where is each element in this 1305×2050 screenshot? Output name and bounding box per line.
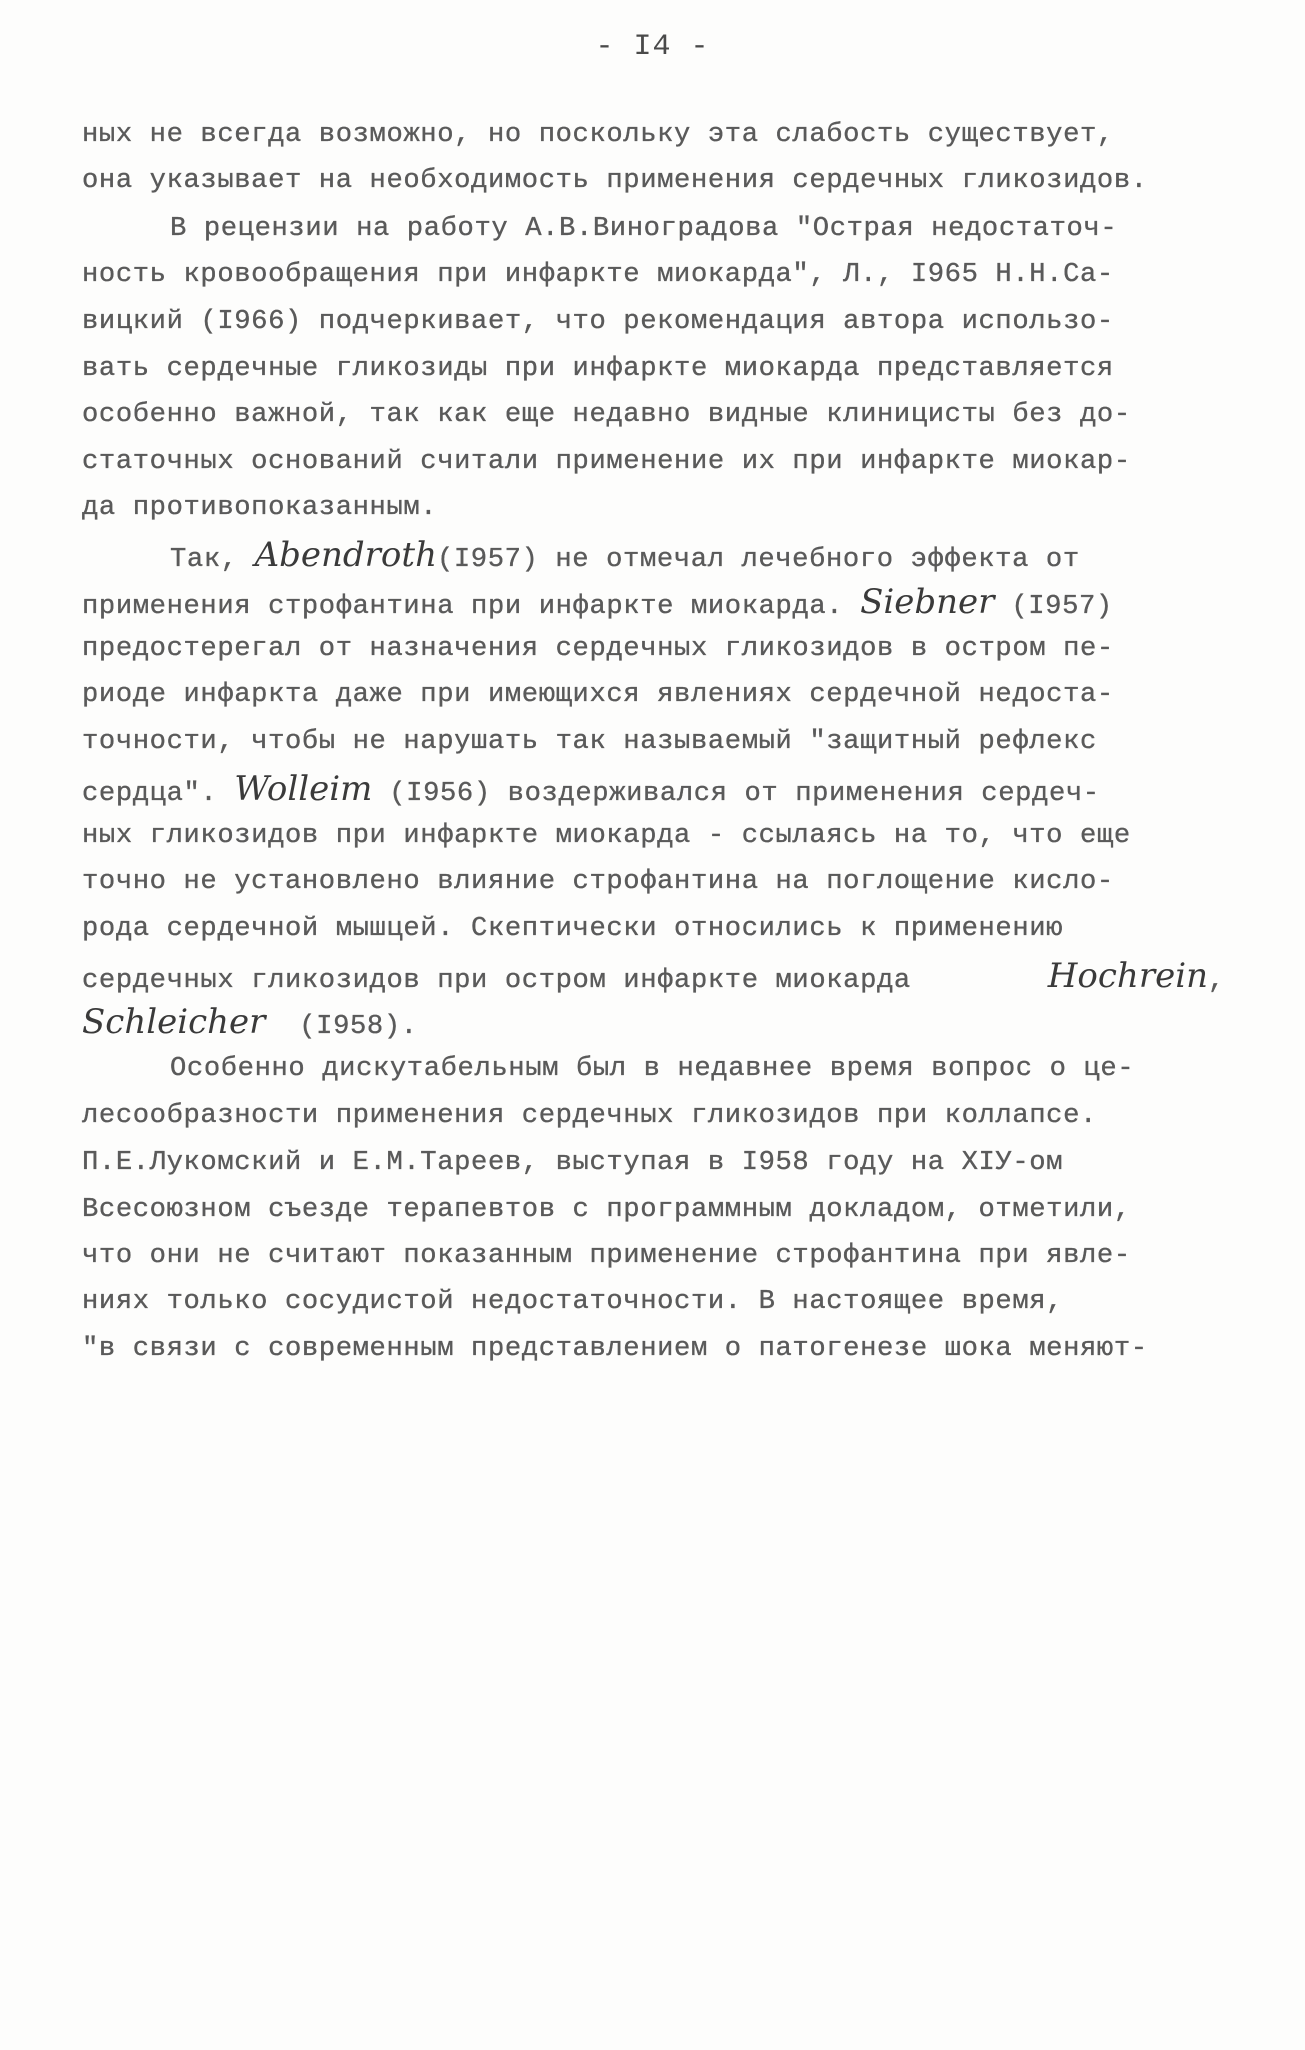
text-fragment: сердечных гликозидов при остром инфаркте миокарда — [82, 965, 928, 996]
text-line: Всесоюзном съезде терапевтов с программным докладом, отметили, — [82, 1194, 1131, 1225]
handwritten-author-name: Hochrein — [1047, 956, 1208, 996]
text-line — [82, 1002, 418, 1044]
text-line: точно не установлено влияние строфантина на поглощение кисло- — [82, 866, 1114, 897]
text-line: что они не считают показанным применение строфантина при явле- — [82, 1240, 1131, 1271]
text-line: "в связи с современным представлением о патогенезе шока меняют- — [82, 1333, 1148, 1364]
handwritten-author-name: Siebner — [860, 582, 995, 622]
text-line: статочных оснований считали применение их при инфаркте миокар- — [82, 446, 1131, 477]
text-line: П.Е.Лукомский и Е.М.Тареев, выступая в I958 году на XIУ-ом — [82, 1147, 1064, 1178]
page-number: - I4 - — [595, 30, 710, 64]
text-line: ных не всегда возможно, но поскольку эта слабость существует, — [82, 119, 1114, 150]
text-line: риоде инфаркта даже при имеющихся явлениях сердечной недоста- — [82, 679, 1114, 710]
text-fragment: (I958). — [265, 1011, 418, 1042]
text-line — [82, 582, 1113, 624]
text-fragment: (I957) не отмечал лечебного эффекта от — [436, 544, 1080, 575]
text-fragment: (I956) воздерживался от применения сердеч- — [372, 778, 1100, 809]
text-line — [82, 769, 1100, 811]
text-fragment: применения строфантина при инфаркте миокарда. — [82, 591, 861, 622]
text-line: ность кровообращения при инфаркте миокарда", Л., I965 Н.Н.Са- — [82, 259, 1114, 290]
text-fragment: Так, — [170, 544, 255, 575]
text-line: ных гликозидов при инфаркте миокарда - ссылаясь на то, что еще — [82, 820, 1131, 851]
handwritten-author-name: Abendroth — [254, 535, 437, 575]
text-line: вицкий (I966) подчеркивает, что рекомендация автора использо- — [82, 306, 1114, 337]
text-line: ниях только сосудистой недостаточности. В настоящее время, — [82, 1286, 1064, 1317]
text-line — [170, 535, 1080, 577]
text-line: рода сердечной мышцей. Скептически относились к применению — [82, 913, 1064, 944]
text-fragment: , — [1207, 965, 1225, 996]
text-line: В рецензии на работу А.В.Виноградова "Острая недостаточ- — [170, 213, 1118, 244]
text-line: Особенно дискутабельным был в недавнее время вопрос о це- — [170, 1053, 1135, 1084]
text-line — [82, 956, 1225, 998]
text-line: она указывает на необходимость применения сердечных гликозидов. — [82, 165, 1148, 196]
text-line: лесообразности применения сердечных гликозидов при коллапсе. — [82, 1100, 1097, 1131]
text-fragment: сердца". — [82, 778, 235, 809]
text-fragment: (I957) — [994, 591, 1113, 622]
text-line: предостерегал от назначения сердечных гликозидов в остром пе- — [82, 633, 1114, 664]
text-line: особенно важной, так как еще недавно видные клиницисты без до- — [82, 399, 1131, 430]
text-line: да противопоказанным. — [82, 492, 438, 523]
text-line: вать сердечные гликозиды при инфаркте миокарда представляется — [82, 353, 1114, 384]
handwritten-author-name: Wolleim — [234, 769, 373, 809]
text-line: точности, чтобы не нарушать так называемый "защитный рефлекс — [82, 726, 1097, 757]
handwritten-author-name: Schleicher — [82, 1002, 266, 1042]
